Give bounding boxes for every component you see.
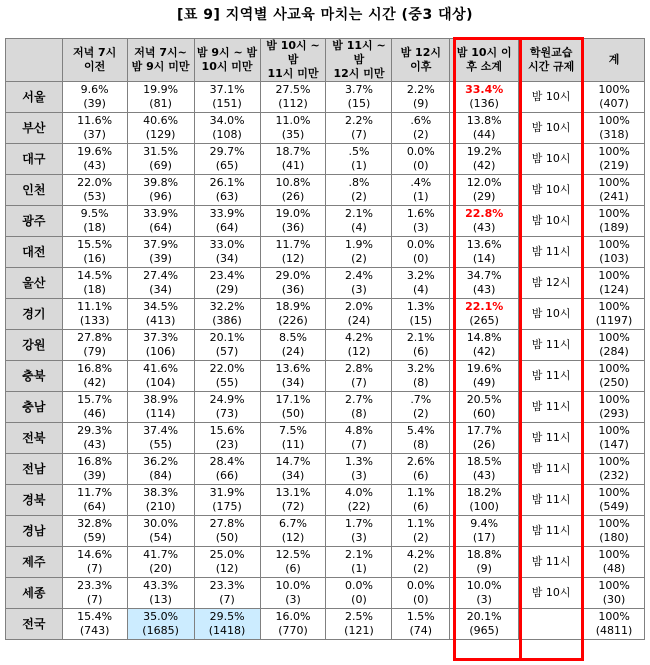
table-row	[6, 423, 645, 454]
value-cell: 25.0% (12)	[194, 547, 260, 578]
column-header: 밤 12시 이후	[392, 39, 450, 82]
table-row	[6, 485, 645, 516]
value-cell: 36.2% (84)	[127, 454, 194, 485]
value-cell: 22.0% (55)	[194, 361, 260, 392]
value-cell: 29.0% (36)	[260, 268, 326, 299]
region-cell: 전국	[6, 609, 63, 640]
value-cell: 26.1% (63)	[194, 175, 260, 206]
value-cell: 4.2% (12)	[326, 330, 392, 361]
value-cell: 11.0% (35)	[260, 113, 326, 144]
subtotal-cell: 22.1% (265)	[450, 299, 519, 330]
table-row	[6, 175, 645, 206]
subtotal-cell: 13.8% (44)	[450, 113, 519, 144]
regulation-cell: 밤 11시	[519, 454, 584, 485]
value-cell: 19.6% (43)	[62, 144, 127, 175]
value-cell: 12.5% (6)	[260, 547, 326, 578]
value-cell: 37.9% (39)	[127, 237, 194, 268]
region-cell: 대구	[6, 144, 63, 175]
value-cell: 23.3% (7)	[62, 578, 127, 609]
value-cell: 13.6% (34)	[260, 361, 326, 392]
regulation-cell: 밤 10시	[519, 144, 584, 175]
value-cell: 8.5% (24)	[260, 330, 326, 361]
value-cell: 28.4% (66)	[194, 454, 260, 485]
regulation-cell	[519, 609, 584, 640]
value-cell: 3.7% (15)	[326, 82, 392, 113]
total-cell: 100% (407)	[584, 82, 645, 113]
value-cell: 4.8% (7)	[326, 423, 392, 454]
subtotal-cell: 13.6% (14)	[450, 237, 519, 268]
column-header: 밤 11시 ~ 밤 12시 미만	[326, 39, 392, 82]
value-cell: 1.1% (6)	[392, 485, 450, 516]
subtotal-cell: 18.5% (43)	[450, 454, 519, 485]
subtotal-cell: 33.4% (136)	[450, 82, 519, 113]
value-cell: 39.8% (96)	[127, 175, 194, 206]
subtotal-cell: 19.6% (49)	[450, 361, 519, 392]
table-title: [표 9] 지역별 사교육 마치는 시간 (중3 대상)	[176, 7, 474, 23]
value-cell: 34.0% (108)	[194, 113, 260, 144]
table-row	[6, 299, 645, 330]
value-cell: 10.0% (3)	[260, 578, 326, 609]
table-row	[6, 547, 645, 578]
header-row	[6, 39, 645, 82]
column-header: 저녁 7시 이전	[62, 39, 127, 82]
value-cell: 18.7% (41)	[260, 144, 326, 175]
regulation-cell: 밤 11시	[519, 485, 584, 516]
regulation-cell: 밤 11시	[519, 361, 584, 392]
subtotal-cell: 18.8% (9)	[450, 547, 519, 578]
value-cell: 6.7% (12)	[260, 516, 326, 547]
value-cell: 18.9% (226)	[260, 299, 326, 330]
value-cell: 10.8% (26)	[260, 175, 326, 206]
region-cell: 세종	[6, 578, 63, 609]
value-cell: 38.9% (114)	[127, 392, 194, 423]
subtotal-cell: 14.8% (42)	[450, 330, 519, 361]
value-cell: 41.6% (104)	[127, 361, 194, 392]
value-cell: 2.8% (7)	[326, 361, 392, 392]
value-cell: 5.4% (8)	[392, 423, 450, 454]
value-cell: 34.5% (413)	[127, 299, 194, 330]
regulation-cell: 밤 10시	[519, 578, 584, 609]
total-cell: 100% (318)	[584, 113, 645, 144]
value-cell: 19.9% (81)	[127, 82, 194, 113]
value-cell: 1.7% (3)	[326, 516, 392, 547]
value-cell: 20.1% (57)	[194, 330, 260, 361]
value-cell: 7.5% (11)	[260, 423, 326, 454]
value-cell: 41.7% (20)	[127, 547, 194, 578]
column-header: 밤 10시 ~ 밤 11시 미만	[260, 39, 326, 82]
table-row	[6, 516, 645, 547]
value-cell: 2.0% (24)	[326, 299, 392, 330]
total-cell: 100% (103)	[584, 237, 645, 268]
subtotal-cell: 17.7% (26)	[450, 423, 519, 454]
value-cell: 17.1% (50)	[260, 392, 326, 423]
value-cell: 0.0% (0)	[392, 237, 450, 268]
subtotal-cell: 10.0% (3)	[450, 578, 519, 609]
value-cell: 3.2% (4)	[392, 268, 450, 299]
table-row	[6, 237, 645, 268]
region-cell: 부산	[6, 113, 63, 144]
value-cell: 43.3% (13)	[127, 578, 194, 609]
regulation-cell: 밤 11시	[519, 237, 584, 268]
regulation-cell: 밤 10시	[519, 206, 584, 237]
value-cell: 32.8% (59)	[62, 516, 127, 547]
region-cell: 전북	[6, 423, 63, 454]
subtotal-cell: 34.7% (43)	[450, 268, 519, 299]
value-cell: 27.8% (50)	[194, 516, 260, 547]
subtotal-cell: 12.0% (29)	[450, 175, 519, 206]
total-cell: 100% (549)	[584, 485, 645, 516]
regulation-cell: 밤 11시	[519, 392, 584, 423]
table-row	[6, 609, 645, 640]
value-cell: 37.1% (151)	[194, 82, 260, 113]
region-cell: 대전	[6, 237, 63, 268]
table-row	[6, 82, 645, 113]
value-cell: 29.7% (65)	[194, 144, 260, 175]
value-cell: 15.4% (743)	[62, 609, 127, 640]
value-cell: 2.7% (8)	[326, 392, 392, 423]
value-cell: 27.4% (34)	[127, 268, 194, 299]
value-cell: 15.6% (23)	[194, 423, 260, 454]
regulation-cell: 밤 11시	[519, 547, 584, 578]
table-row	[6, 144, 645, 175]
value-cell: .6% (2)	[392, 113, 450, 144]
region-cell: 강원	[6, 330, 63, 361]
value-cell: 9.5% (18)	[62, 206, 127, 237]
region-cell: 충북	[6, 361, 63, 392]
value-cell: 37.4% (55)	[127, 423, 194, 454]
value-cell: 0.0% (0)	[392, 144, 450, 175]
value-cell: 31.5% (69)	[127, 144, 194, 175]
value-cell: 4.0% (22)	[326, 485, 392, 516]
regulation-cell: 밤 11시	[519, 423, 584, 454]
value-cell: 29.3% (43)	[62, 423, 127, 454]
region-cell: 울산	[6, 268, 63, 299]
value-cell: 11.6% (37)	[62, 113, 127, 144]
regulation-cell: 밤 10시	[519, 299, 584, 330]
value-cell: 31.9% (175)	[194, 485, 260, 516]
region-cell: 광주	[6, 206, 63, 237]
region-cell: 경남	[6, 516, 63, 547]
value-cell: 2.2% (7)	[326, 113, 392, 144]
value-cell: 2.4% (3)	[326, 268, 392, 299]
subtotal-cell: 20.1% (965)	[450, 609, 519, 640]
value-cell: 33.0% (34)	[194, 237, 260, 268]
table-row	[6, 392, 645, 423]
region-cell: 인천	[6, 175, 63, 206]
total-cell: 100% (219)	[584, 144, 645, 175]
total-cell: 100% (284)	[584, 330, 645, 361]
value-cell: .8% (2)	[326, 175, 392, 206]
value-cell: 11.1% (133)	[62, 299, 127, 330]
value-cell: 2.2% (9)	[392, 82, 450, 113]
total-cell: 100% (232)	[584, 454, 645, 485]
subtotal-cell: 20.5% (60)	[450, 392, 519, 423]
total-cell: 100% (293)	[584, 392, 645, 423]
region-cell: 전남	[6, 454, 63, 485]
total-cell: 100% (180)	[584, 516, 645, 547]
subtotal-cell: 19.2% (42)	[450, 144, 519, 175]
regulation-cell: 밤 11시	[519, 516, 584, 547]
total-cell: 100% (124)	[584, 268, 645, 299]
value-cell: 11.7% (64)	[62, 485, 127, 516]
value-cell: 22.0% (53)	[62, 175, 127, 206]
value-cell: 2.1% (1)	[326, 547, 392, 578]
value-cell: .7% (2)	[392, 392, 450, 423]
value-cell: 0.0% (0)	[392, 578, 450, 609]
value-cell: 13.1% (72)	[260, 485, 326, 516]
value-cell: 1.9% (2)	[326, 237, 392, 268]
value-cell: 38.3% (210)	[127, 485, 194, 516]
regulation-cell: 밤 11시	[519, 330, 584, 361]
value-cell: .4% (1)	[392, 175, 450, 206]
value-cell: 3.2% (8)	[392, 361, 450, 392]
total-cell: 100% (147)	[584, 423, 645, 454]
regulation-cell: 밤 12시	[519, 268, 584, 299]
total-cell: 100% (250)	[584, 361, 645, 392]
column-header: 밤 10시 이 후 소계	[450, 39, 519, 82]
value-cell: 2.1% (4)	[326, 206, 392, 237]
value-cell: 27.5% (112)	[260, 82, 326, 113]
value-cell: 15.7% (46)	[62, 392, 127, 423]
regulation-cell: 밤 10시	[519, 113, 584, 144]
table-row	[6, 330, 645, 361]
region-cell: 경기	[6, 299, 63, 330]
value-cell: 23.3% (7)	[194, 578, 260, 609]
column-header	[6, 39, 63, 82]
column-header: 계	[584, 39, 645, 82]
region-cell: 서울	[6, 82, 63, 113]
value-cell: 0.0% (0)	[326, 578, 392, 609]
value-cell: 2.1% (6)	[392, 330, 450, 361]
value-cell: 16.0% (770)	[260, 609, 326, 640]
total-cell: 100% (1197)	[584, 299, 645, 330]
value-cell: 27.8% (79)	[62, 330, 127, 361]
total-cell: 100% (189)	[584, 206, 645, 237]
value-cell: 35.0% (1685)	[127, 609, 194, 640]
subtotal-cell: 18.2% (100)	[450, 485, 519, 516]
value-cell: 2.6% (6)	[392, 454, 450, 485]
value-cell: 4.2% (2)	[392, 547, 450, 578]
value-cell: 23.4% (29)	[194, 268, 260, 299]
table-row	[6, 268, 645, 299]
data-table	[5, 38, 645, 640]
table-row	[6, 578, 645, 609]
value-cell: 37.3% (106)	[127, 330, 194, 361]
value-cell: 16.8% (42)	[62, 361, 127, 392]
column-header: 저녁 7시~ 밤 9시 미만	[127, 39, 194, 82]
value-cell: 9.6% (39)	[62, 82, 127, 113]
region-cell: 경북	[6, 485, 63, 516]
regulation-cell: 밤 10시	[519, 82, 584, 113]
total-cell: 100% (241)	[584, 175, 645, 206]
value-cell: 1.1% (2)	[392, 516, 450, 547]
total-cell: 100% (4811)	[584, 609, 645, 640]
regulation-cell: 밤 10시	[519, 175, 584, 206]
value-cell: 33.9% (64)	[127, 206, 194, 237]
value-cell: 1.5% (74)	[392, 609, 450, 640]
table-row	[6, 206, 645, 237]
value-cell: 1.3% (3)	[326, 454, 392, 485]
total-cell: 100% (48)	[584, 547, 645, 578]
value-cell: 2.5% (121)	[326, 609, 392, 640]
value-cell: 11.7% (12)	[260, 237, 326, 268]
value-cell: 15.5% (16)	[62, 237, 127, 268]
total-cell: 100% (30)	[584, 578, 645, 609]
value-cell: 30.0% (54)	[127, 516, 194, 547]
region-cell: 제주	[6, 547, 63, 578]
value-cell: 29.5% (1418)	[194, 609, 260, 640]
subtotal-cell: 9.4% (17)	[450, 516, 519, 547]
table-row	[6, 361, 645, 392]
column-header: 밤 9시 ~ 밤 10시 미만	[194, 39, 260, 82]
value-cell: 14.7% (34)	[260, 454, 326, 485]
table-row	[6, 454, 645, 485]
subtotal-cell: 22.8% (43)	[450, 206, 519, 237]
value-cell: 40.6% (129)	[127, 113, 194, 144]
value-cell: 16.8% (39)	[62, 454, 127, 485]
value-cell: 19.0% (36)	[260, 206, 326, 237]
value-cell: 24.9% (73)	[194, 392, 260, 423]
value-cell: 1.6% (3)	[392, 206, 450, 237]
value-cell: 14.6% (7)	[62, 547, 127, 578]
column-header: 학원교습 시간 규제	[519, 39, 584, 82]
value-cell: 1.3% (15)	[392, 299, 450, 330]
value-cell: 32.2% (386)	[194, 299, 260, 330]
value-cell: 14.5% (18)	[62, 268, 127, 299]
table-row	[6, 113, 645, 144]
region-cell: 충남	[6, 392, 63, 423]
value-cell: .5% (1)	[326, 144, 392, 175]
value-cell: 33.9% (64)	[194, 206, 260, 237]
